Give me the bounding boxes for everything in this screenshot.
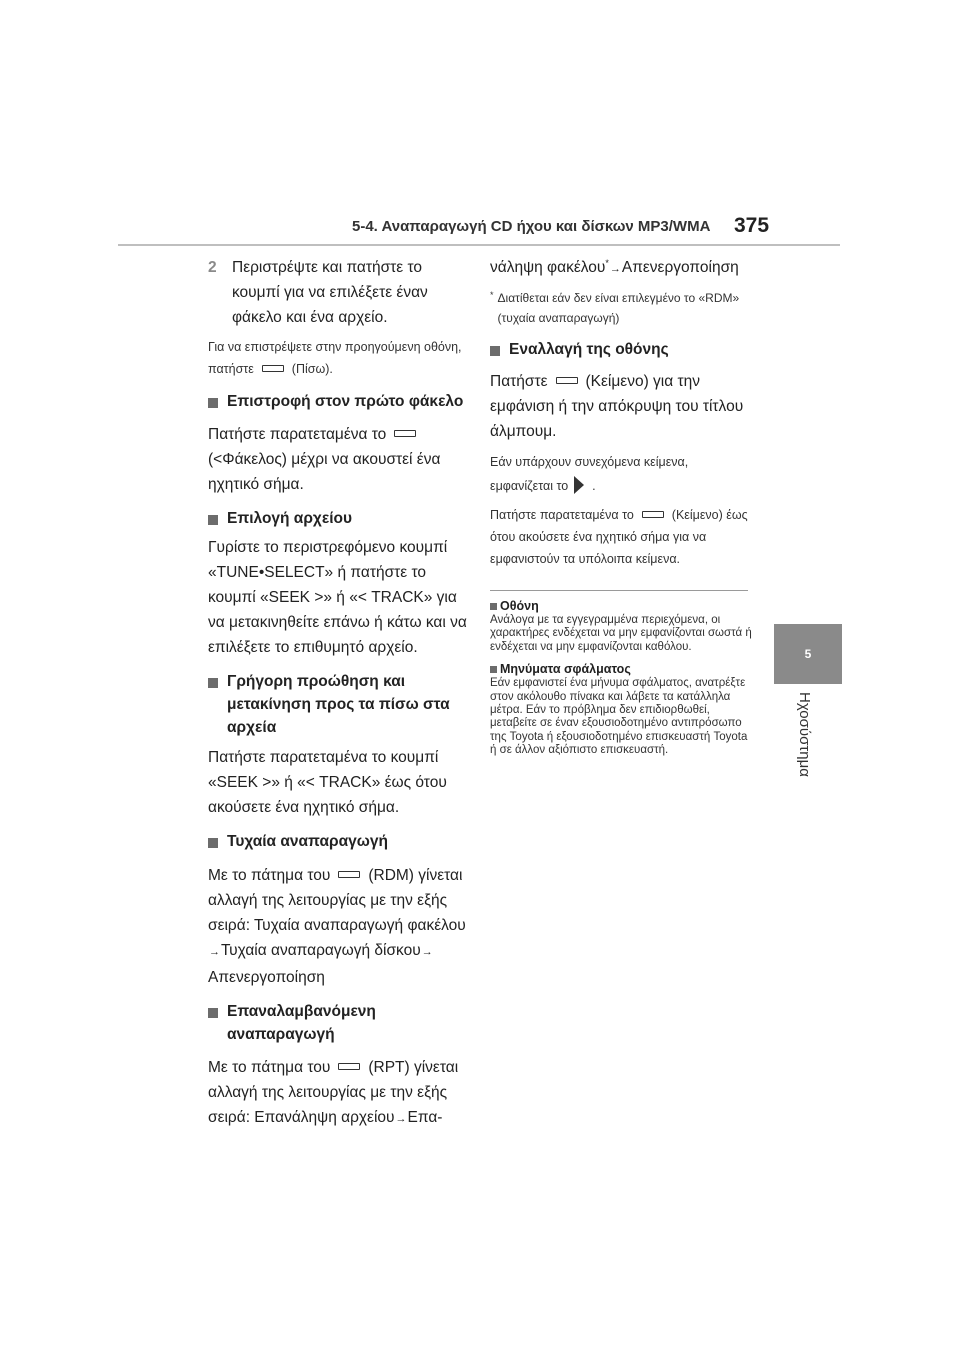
note-title-row xyxy=(490,599,754,614)
left-column xyxy=(208,255,474,1132)
chapter-tab[interactable] xyxy=(774,624,842,684)
section-body xyxy=(208,422,474,497)
rdm-button-icon xyxy=(338,871,360,878)
header-divider xyxy=(118,244,840,246)
section-fast-forward xyxy=(208,670,474,739)
section-bullet-icon xyxy=(208,838,218,848)
body-text: Πατήστε xyxy=(490,373,548,390)
body-text-part: Απενεργοποίηση xyxy=(208,969,325,986)
note-text: Εάν υπάρχουν συνεχόμενα κείμενα, εμφανίζεται το xyxy=(490,455,689,493)
text-button-icon xyxy=(642,511,664,518)
section-header-title: 5-4. Αναπαραγωγή CD ήχου και δίσκων MP3/WMA xyxy=(352,218,711,235)
arrow-icon: → xyxy=(421,946,433,958)
section-title: Επαναλαμβανόμενη αναπαραγωγή xyxy=(227,1003,376,1043)
chapter-number: 5 xyxy=(804,647,812,661)
section-bullet-icon xyxy=(208,678,218,688)
note-display xyxy=(490,599,754,654)
chapter-label: Ηχοσύστημα xyxy=(796,692,813,777)
body-text: Με το πάτημα του xyxy=(208,867,331,884)
body-text: Πατήστε παρατεταμένα το xyxy=(208,426,387,443)
note-bullet-icon xyxy=(490,603,497,610)
return-note-text: Για να επιστρέψετε στην προηγούμενη οθόνη, πατήστε xyxy=(208,340,462,376)
section-first-folder xyxy=(208,390,474,413)
section-title: Επιστροφή στον πρώτο φάκελο xyxy=(227,393,464,410)
long-press-note xyxy=(490,504,754,570)
section-body: Γυρίστε το περιστρεφόμενο κουμπί «TUNE•SELECT» ή πατήστε το κουμπί «SEEK >» ή «< TRACK» για να μετακινηθείτε επάνω ή κάτω και να επιλέξετε το επιθυμητό αρχείο. xyxy=(208,539,467,656)
page-number: 375 xyxy=(734,214,770,237)
body-text-part: Τυχαία αναπαραγωγή δίσκου xyxy=(221,942,421,959)
arrow-icon: → xyxy=(395,1113,407,1125)
continued-text xyxy=(490,255,754,282)
play-arrow-icon xyxy=(574,476,584,494)
body-text-part: (RDM) γίνεται αλλαγή της λειτουργίας με την εξής σειρά: Τυχαία αναπαραγωγή φακέλου xyxy=(208,867,466,934)
section-title: Γρήγορη προώθηση και μετακίνηση προς τα πίσω στα αρχεία xyxy=(227,673,450,736)
section-body: Πατήστε παρατεταμένα το κουμπί «SEEK >» ή «< TRACK» έως ότου ακούσετε ένα ηχητικό σήμα. xyxy=(208,749,447,816)
footnote-mark: * xyxy=(490,290,494,300)
body-text-part: Απενεργοποίηση xyxy=(621,259,739,276)
section-body xyxy=(490,369,754,444)
notes-divider xyxy=(490,590,748,591)
body-text-part: νάληψη φακέλου xyxy=(490,259,606,276)
section-repeat xyxy=(208,1000,474,1046)
arrow-icon: → xyxy=(209,946,220,958)
note-text-suffix: . xyxy=(592,479,596,493)
section-bullet-icon xyxy=(208,515,218,525)
return-note-suffix: (Πίσω). xyxy=(291,362,333,376)
section-title: Τυχαία αναπαραγωγή xyxy=(227,833,388,850)
step-2 xyxy=(208,255,474,330)
footnote-text: Διατίθεται εάν δεν είναι επιλεγμένο το «RDM» (τυχαία αναπαραγωγή) xyxy=(497,291,740,325)
section-title: Επιλογή αρχείου xyxy=(227,510,352,527)
section-body xyxy=(208,1055,474,1132)
body-text-suffix: (<Φάκελος) μέχρι να ακουστεί ένα ηχητικό σήμα. xyxy=(208,451,441,493)
section-bullet-icon xyxy=(208,1008,218,1018)
body-text-part: Επα- xyxy=(407,1109,443,1126)
note-title: Οθόνη xyxy=(500,599,539,613)
section-title: Εναλλαγή της οθόνης xyxy=(509,341,669,358)
section-select-file xyxy=(208,507,474,530)
note-body: Εάν εμφανιστεί ένα μήνυμα σφάλματος, ανατρέξτε στον ακόλουθο πίνακα και λάβετε τα κατάλληλα μέτρα. Εάν το πρόβλημα δεν επιδιορθωθεί, μεταβείτε σε έναν εξουσιοδοτημένο αντιπρόσωπο της Toyota ή εξουσιοδοτημένο επισκευαστή Toyota ή σε άλλον αξιόπιστο επισκευαστή. xyxy=(490,677,748,757)
body-text-part: (RPT) γίνεται αλλαγή της λειτουργίας με την εξής σειρά: Επανάληψη αρχείου xyxy=(208,1059,459,1126)
text-button-icon xyxy=(556,377,578,384)
right-column xyxy=(490,255,754,758)
section-bullet-icon xyxy=(208,398,218,408)
step-text: Περιστρέψτε και πατήστε το κουμπί για να επιλέξετε έναν φάκελο και ένα αρχείο. xyxy=(232,259,428,326)
section-bullet-icon xyxy=(490,346,500,356)
section-display-toggle xyxy=(490,338,754,361)
arrow-icon: → xyxy=(609,263,621,275)
note-title: Μηνύματα σφάλματος xyxy=(500,662,631,677)
section-random xyxy=(208,830,474,853)
body-text-suffix: (Κείμενο) για την εμφάνιση ή την απόκρυψη του τίτλου άλμπουμ. xyxy=(490,373,744,440)
step-number: 2 xyxy=(208,259,217,276)
continuous-text-note xyxy=(490,450,754,498)
return-note xyxy=(208,336,474,380)
note-title-row xyxy=(490,662,754,677)
folder-button-icon xyxy=(394,430,416,437)
note-text: Πατήστε παρατεταμένα το xyxy=(490,508,634,522)
rpt-button-icon xyxy=(338,1063,360,1070)
note-error-messages xyxy=(490,662,754,757)
note-body: Ανάλογα με τα εγγεγραμμένα περιεχόμενα, οι χαρακτήρες ενδέχεται να μην εμφανίζονται σωστά ή ενδέχεται να μην εμφανίζονται καθόλου. xyxy=(490,614,752,653)
footnote xyxy=(490,288,754,328)
note-text-suffix: (Κείμενο) έως ότου ακούσετε ένα ηχητικό σήμα για να εμφανιστούν τα υπόλοιπα κείμενα. xyxy=(490,508,748,566)
section-body xyxy=(208,863,474,990)
body-text: Με το πάτημα του xyxy=(208,1059,331,1076)
footnote-reference: * xyxy=(605,257,609,268)
note-bullet-icon xyxy=(490,666,497,673)
back-button-icon xyxy=(262,365,284,372)
